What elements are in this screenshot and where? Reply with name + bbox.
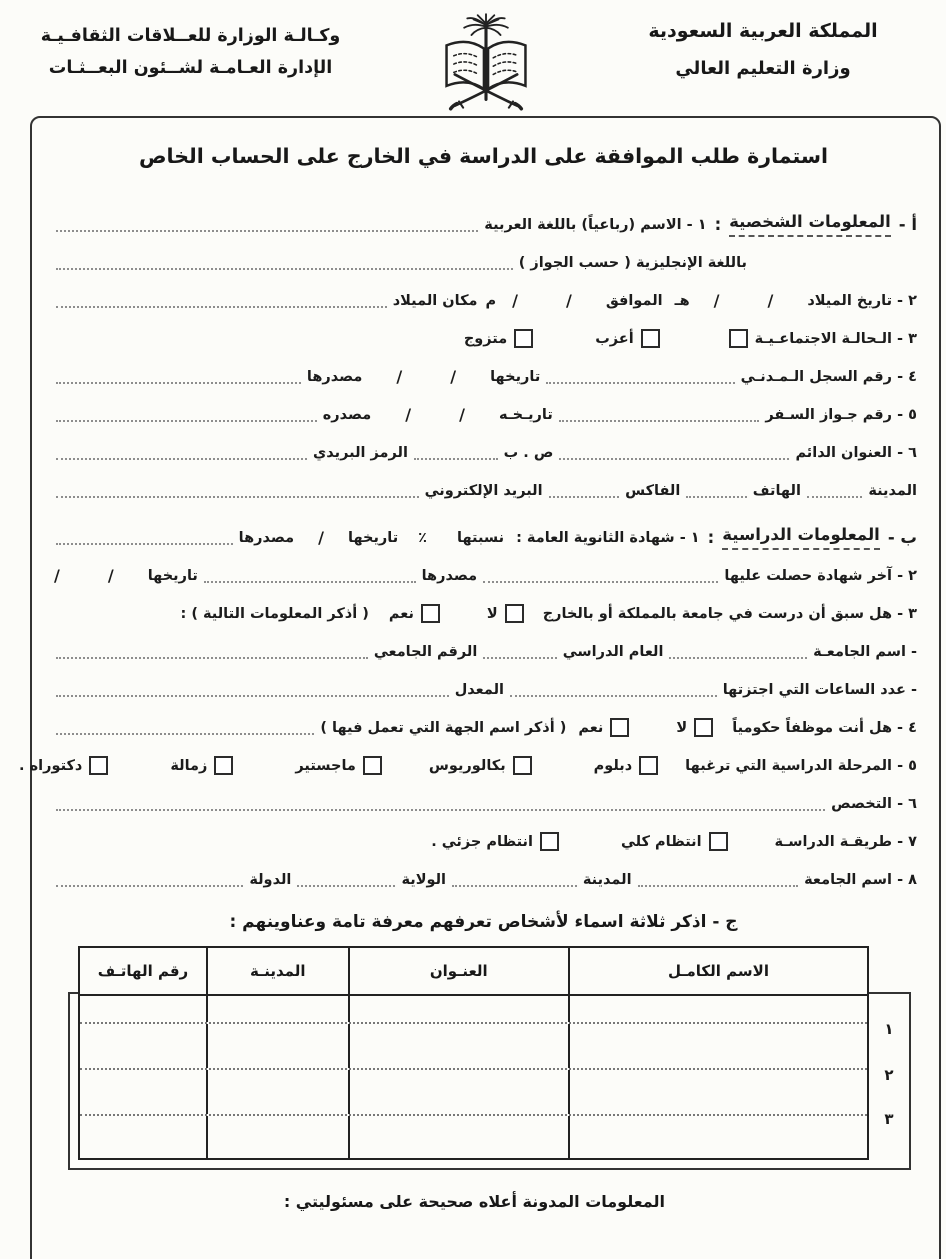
table-row	[80, 1068, 867, 1114]
label-pobox: ص . ب	[503, 445, 554, 461]
label-target-country: الدولة	[249, 872, 292, 888]
write-line-address[interactable]	[559, 456, 789, 460]
section-a-title: المعلومات الشخصية	[729, 210, 891, 237]
checkbox-govt-no[interactable]	[694, 718, 713, 737]
row-number-2: ٢	[884, 1066, 894, 1084]
label-name-arabic: ١ - الاسم (رباعياً) باللغة العربية	[484, 217, 707, 233]
colon: :	[714, 215, 722, 234]
write-line-civil-no[interactable]	[546, 380, 734, 384]
slash: /	[318, 528, 324, 547]
agency-block	[18, 10, 363, 90]
label-birth-date: ٢ - تاريخ الميلاد	[807, 293, 917, 309]
ministry-emblem-icon	[430, 10, 542, 118]
write-line-phone[interactable]	[686, 494, 746, 498]
row-name-arabic	[50, 210, 917, 237]
write-line-birth-place[interactable]	[56, 304, 387, 308]
label-marital-status: ٣ - الـحالـة الاجتماعـيـة	[754, 331, 917, 347]
label-civil-issuer: مصدرها	[306, 369, 363, 385]
label-yes: نعم	[388, 606, 414, 622]
write-line-city[interactable]	[807, 494, 862, 498]
department-name: الإدارة العـامـة لشــئون البعــثـات	[48, 58, 333, 78]
label-govt-note: ( أذكر اسم الجهة التي تعمل فيها )	[320, 720, 567, 736]
label-fax: الفاكس	[625, 483, 681, 499]
row-highschool	[50, 523, 917, 550]
table-row	[80, 1022, 867, 1068]
label-gregorian: م	[485, 293, 497, 309]
checkbox-diploma[interactable]	[639, 756, 658, 775]
label-passport-no: ٥ - رقم جـواز السـفر	[765, 407, 917, 423]
label-studied-before-question: ٣ - هل سبق أن درست في جامعة بالمملكة أو بالخارج	[542, 606, 917, 622]
cell[interactable]	[348, 1116, 568, 1158]
label-hs-issuer: مصدرها	[238, 530, 295, 546]
write-line-last-cert-issuer[interactable]	[204, 579, 416, 583]
write-line-target-country[interactable]	[56, 883, 243, 887]
ministry-block	[598, 10, 928, 79]
checkbox-master[interactable]	[363, 756, 382, 775]
label-bachelor: بكالوريوس	[428, 758, 506, 774]
table-header-row	[80, 948, 867, 996]
table-row	[80, 1114, 867, 1158]
checkbox-part-time[interactable]	[540, 832, 559, 851]
checkbox-studied-yes[interactable]	[421, 604, 440, 623]
label-target-university: ٨ - اسم الجامعة	[804, 872, 917, 888]
label-corresponding: الموافق	[605, 293, 663, 309]
write-line-target-state[interactable]	[297, 883, 395, 887]
checkbox-single[interactable]	[641, 329, 660, 348]
label-city: المدينة	[868, 483, 917, 499]
ministry-name: وزارة التعليم العالي	[675, 58, 851, 79]
slash: /	[405, 405, 412, 424]
label-hours-passed: - عدد الساعات التي اجتزتها	[722, 682, 917, 698]
cell[interactable]	[80, 1116, 206, 1158]
label-major: ٦ - التخصص	[831, 796, 917, 812]
label-civil-date: تاريخها	[490, 369, 541, 385]
checkbox-fellowship[interactable]	[214, 756, 233, 775]
label-doctorate: دكتوراه .	[19, 758, 83, 774]
cell[interactable]	[206, 1116, 348, 1158]
label-highschool-cert: ١ - شهادة الثانوية العامة :	[516, 530, 700, 546]
write-line-civil-issuer[interactable]	[56, 380, 301, 384]
slash: /	[512, 291, 519, 310]
label-zip-code: الرمز البريدي	[313, 445, 408, 461]
row-marital-status	[50, 327, 917, 351]
label-hijri: هـ	[674, 293, 690, 309]
write-line-study-year[interactable]	[483, 655, 556, 659]
label-single: أعزب	[595, 331, 634, 347]
label-passport-date: تاريـخـه	[498, 407, 553, 423]
agency-name: وكـالـة الوزارة للعــلاقات الثقافـيـة	[40, 26, 341, 46]
write-line-target-university[interactable]	[638, 883, 799, 887]
checkbox-bachelor[interactable]	[513, 756, 532, 775]
row-number-3: ٣	[884, 1110, 894, 1128]
cell[interactable]	[206, 996, 348, 1022]
cell[interactable]	[348, 1070, 568, 1114]
row-city-contacts	[50, 479, 917, 503]
label-desired-stage: ٥ - المرحلة الدراسية التي ترغبها	[685, 758, 917, 774]
label-passport-issuer: مصدره	[322, 407, 372, 423]
label-civil-record-no: ٤ - رقم السجل الـمـدنـي	[740, 369, 917, 385]
declaration-statement: المعلومات المدونة أعلاه صحيحة على مسئوليتي :	[283, 1192, 665, 1211]
cell[interactable]	[568, 1024, 867, 1068]
slash: /	[54, 566, 60, 585]
label-fellowship: زمالة	[170, 758, 208, 774]
write-line-target-city[interactable]	[452, 883, 577, 887]
cell[interactable]	[80, 1070, 206, 1114]
write-line-name-arabic[interactable]	[56, 228, 478, 232]
write-line-university-number[interactable]	[56, 655, 368, 659]
label-birth-place: مكان الميلاد	[392, 293, 478, 309]
row-desired-stage	[19, 754, 917, 778]
write-line-gpa[interactable]	[56, 693, 449, 697]
slash: /	[566, 291, 572, 310]
form-frame	[19, 116, 941, 1259]
references-table	[62, 946, 911, 1170]
cell[interactable]	[80, 996, 206, 1022]
label-target-city: المدينة	[582, 872, 632, 888]
row-passport	[50, 403, 917, 427]
kingdom-name: المملكة العربية السعودية	[648, 20, 878, 42]
label-university-name: - اسم الجامعـة	[813, 644, 917, 660]
section-b-prefix: ب -	[887, 528, 917, 547]
col-header-full-name: الاسم الكامـل	[568, 948, 867, 994]
label-no: لا	[676, 720, 688, 736]
write-line-pobox[interactable]	[414, 456, 498, 460]
label-last-certificate: ٢ - آخر شهادة حصلت عليها	[724, 568, 917, 584]
cell[interactable]	[568, 996, 867, 1022]
slash: /	[450, 367, 457, 386]
slash: /	[767, 291, 774, 310]
label-gpa: المعدل	[454, 682, 504, 698]
write-line-hs-issuer[interactable]	[56, 541, 233, 545]
label-yes: نعم	[578, 720, 604, 736]
write-line-last-cert[interactable]	[483, 579, 718, 583]
row-target-university	[50, 868, 917, 892]
row-birth-date	[50, 289, 917, 313]
row-hours-passed	[50, 678, 917, 702]
row-previous-university	[50, 640, 917, 664]
label-govt-employee-question: ٤ - هل أنت موظفاً حكومياً	[732, 720, 917, 736]
col-header-city: المدينـة	[206, 948, 348, 994]
checkbox-doctorate[interactable]	[89, 756, 108, 775]
write-line-fax[interactable]	[549, 494, 620, 498]
write-line-zip[interactable]	[56, 456, 307, 460]
label-study-year: العام الدراسي	[562, 644, 664, 660]
label-part-time: انتظام جزئي .	[431, 834, 533, 850]
row-number-1: ١	[884, 1020, 894, 1038]
label-name-english: باللغة الإنجليزية ( حسب الجواز )	[518, 255, 747, 271]
slash: /	[107, 566, 114, 585]
write-line-university-name[interactable]	[669, 655, 807, 659]
label-study-method: ٧ - طريقـة الدراسـة	[774, 834, 917, 850]
label-target-state: الولاية	[401, 872, 447, 888]
write-line-email[interactable]	[56, 494, 419, 498]
cell[interactable]	[568, 1070, 867, 1114]
label-last-cert-date: تاريخها	[147, 568, 198, 584]
row-civil-record	[50, 365, 917, 389]
cell[interactable]	[206, 1070, 348, 1114]
slash: /	[459, 405, 465, 424]
label-university-number: الرقم الجامعي	[373, 644, 478, 660]
cell[interactable]	[206, 1024, 348, 1068]
checkbox-studied-no[interactable]	[505, 604, 524, 623]
form-title: استمارة طلب الموافقة على الدراسة في الخارج على الحساب الخاص	[138, 144, 829, 168]
row-name-english	[50, 251, 917, 275]
label-master: ماجستير	[295, 758, 356, 774]
letterhead	[0, 0, 946, 108]
write-line-passport-no[interactable]	[559, 418, 760, 422]
col-header-phone: رقم الهاتـف	[97, 962, 189, 980]
section-b-title: المعلومات الدراسية	[722, 523, 880, 550]
write-line-name-english[interactable]	[56, 266, 513, 270]
checkbox-full-time[interactable]	[709, 832, 728, 851]
label-full-time: انتظام كلي	[620, 834, 702, 850]
label-hs-date: تاريخها	[348, 530, 399, 546]
label-married: متزوج	[463, 331, 508, 347]
checkbox-govt-yes[interactable]	[610, 718, 629, 737]
references-heading: ج - اذكر ثلاثة اسماء لأشخاص تعرفهم معرفة تامة وعناوينهم :	[229, 912, 738, 932]
write-line-employer[interactable]	[56, 731, 314, 735]
slash: /	[396, 367, 403, 386]
checkbox-marital[interactable]	[729, 329, 748, 348]
row-last-certificate	[50, 564, 917, 588]
table-row	[80, 996, 867, 1022]
section-a-prefix: أ -	[898, 215, 917, 234]
col-header-address: العنـوان	[348, 948, 568, 994]
cell[interactable]	[568, 1116, 867, 1158]
label-diploma: دبلوم	[593, 758, 633, 774]
slash: /	[713, 291, 720, 310]
cell[interactable]	[348, 996, 568, 1022]
percent-sign: ٪	[418, 530, 428, 546]
label-last-cert-issuer: مصدرها	[421, 568, 478, 584]
label-phone: الهاتف	[752, 483, 801, 499]
label-no: لا	[486, 606, 498, 622]
cell[interactable]	[348, 1024, 568, 1068]
colon: :	[707, 528, 715, 547]
label-studied-note: ( أذكر المعلومات التالية ) :	[180, 606, 369, 622]
row-studied-before	[50, 602, 917, 626]
cell[interactable]	[80, 1024, 206, 1068]
label-hs-ratio: نسبتها	[457, 530, 505, 546]
write-line-major[interactable]	[56, 807, 825, 811]
write-line-passport-issuer[interactable]	[56, 418, 317, 422]
label-permanent-address: ٦ - العنوان الدائم	[795, 445, 917, 461]
checkbox-married[interactable]	[514, 329, 533, 348]
row-permanent-address	[50, 441, 917, 465]
row-government-employee	[50, 716, 917, 740]
row-major	[50, 792, 917, 816]
table-grid	[78, 946, 869, 1160]
row-study-method	[50, 830, 917, 854]
label-email: البريد الإلكتروني	[424, 483, 543, 499]
write-line-hours[interactable]	[510, 693, 717, 697]
